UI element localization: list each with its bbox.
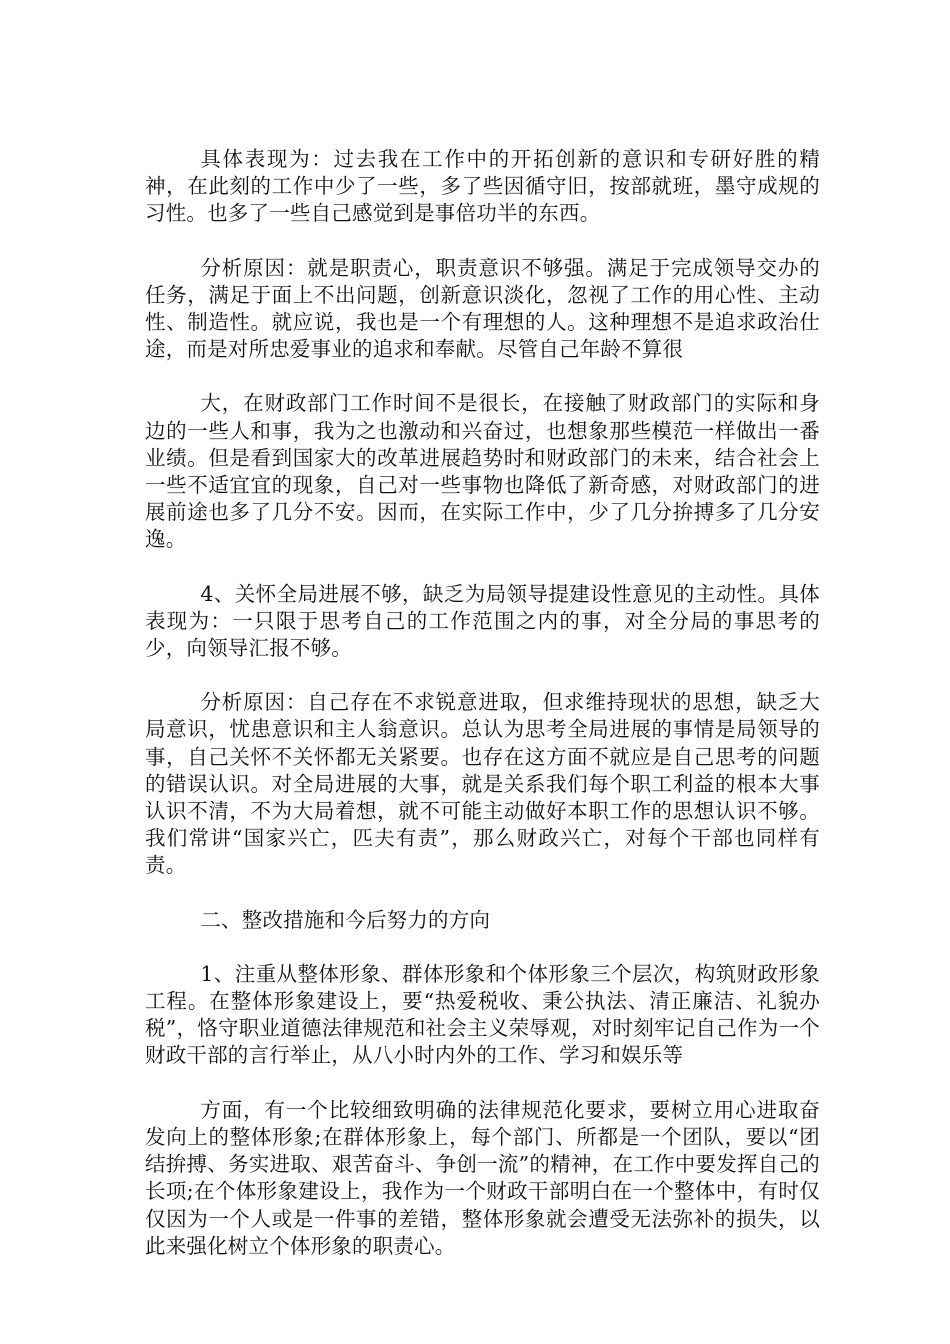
document-page <box>145 146 820 1287</box>
paragraph-cause-analysis-1: 分析原因：就是职责心，职责意识不够强。满足于完成领导交办的任务，满足于面上不出问题，创新意识淡化，忽视了工作的用心性、主动性、制造性。就应说，我也是一个有理想的人。这种理想不是追求政治仕途，而是对所忠爱事业的追求和奉献。尽管自己年龄不算很 <box>145 255 820 362</box>
paragraph-item-4: 4、关怀全局进展不够，缺乏为局领导提建设性意见的主动性。具体表现为：一只限于思考自己的工作范围之内的事，对全分局的事思考的少，向领导汇报不够。 <box>145 581 820 661</box>
paragraph-continuation: 大，在财政部门工作时间不是很长，在接触了财政部门的实际和身边的一些人和事，我为之也激动和兴奋过，也想象那些模范一样做出一番业绩。但是看到国家大的改革进展趋势时和财政部门的未来，结合社会上一些不适宜宜的现象，自己对一些事物也降低了新奇感，对财政部门的进展前途也多了几分不安。因而，在实际工作中，少了几分拚搏多了几分安逸。 <box>145 391 820 552</box>
paragraph-cause-analysis-2: 分析原因：自己存在不求锐意进取，但求维持现状的思想，缺乏大局意识，忧患意识和主人翁意识。总认为思考全局进展的事情是局领导的事，自己关怀不关怀都无关紧要。也存在这方面不就应是自己思考的问题的错误认识。对全局进展的大事，就是关系我们每个职工利益的根本大事认识不清，不为大局着想，就不可能主动做好本职工作的思想认识不够。我们常讲“国家兴亡，匹夫有责”，那么财政兴亡，对每个干部也同样有责。 <box>145 690 820 878</box>
section-heading: 二、整改措施和今后努力的方向 <box>200 907 491 932</box>
paragraph-manifestation: 具体表现为：过去我在工作中的开拓创新的意识和专研好胜的精神，在此刻的工作中少了一些，多了些因循守旧，按部就班，墨守成规的习性。也多了一些自己感觉到是事倍功半的东西。 <box>145 147 820 226</box>
paragraph-measure-continuation: 方面，有一个比较细致明确的法律规范化要求，要树立用心进取奋发向上的整体形象;在群体形象上，每个部门、所都是一个团队，要以“团结拚搏、务实进取、艰苦奋斗、争创一流”的精神，在工作中要发挥自己的长项;在个体形象建设上，我作为一个财政干部明白在一个整体中，有时仅仅因为一个人或是一件事的差错，整体形象就会遭受无法弥补的损失，以此来强化树立个体形象的职责心。 <box>145 1097 820 1258</box>
paragraph-measure-1: 1、注重从整体形象、群体形象和个体形象三个层次，构筑财政形象工程。在整体形象建设上，要“热爱税收、秉公执法、清正廉洁、礼貌办税”，恪守职业道德法律规范和社会主义荣辱观，对时刻牢记自己作为一个财政干部的言行举止，从八小时内外的工作、学习和娱乐等 <box>145 961 820 1068</box>
